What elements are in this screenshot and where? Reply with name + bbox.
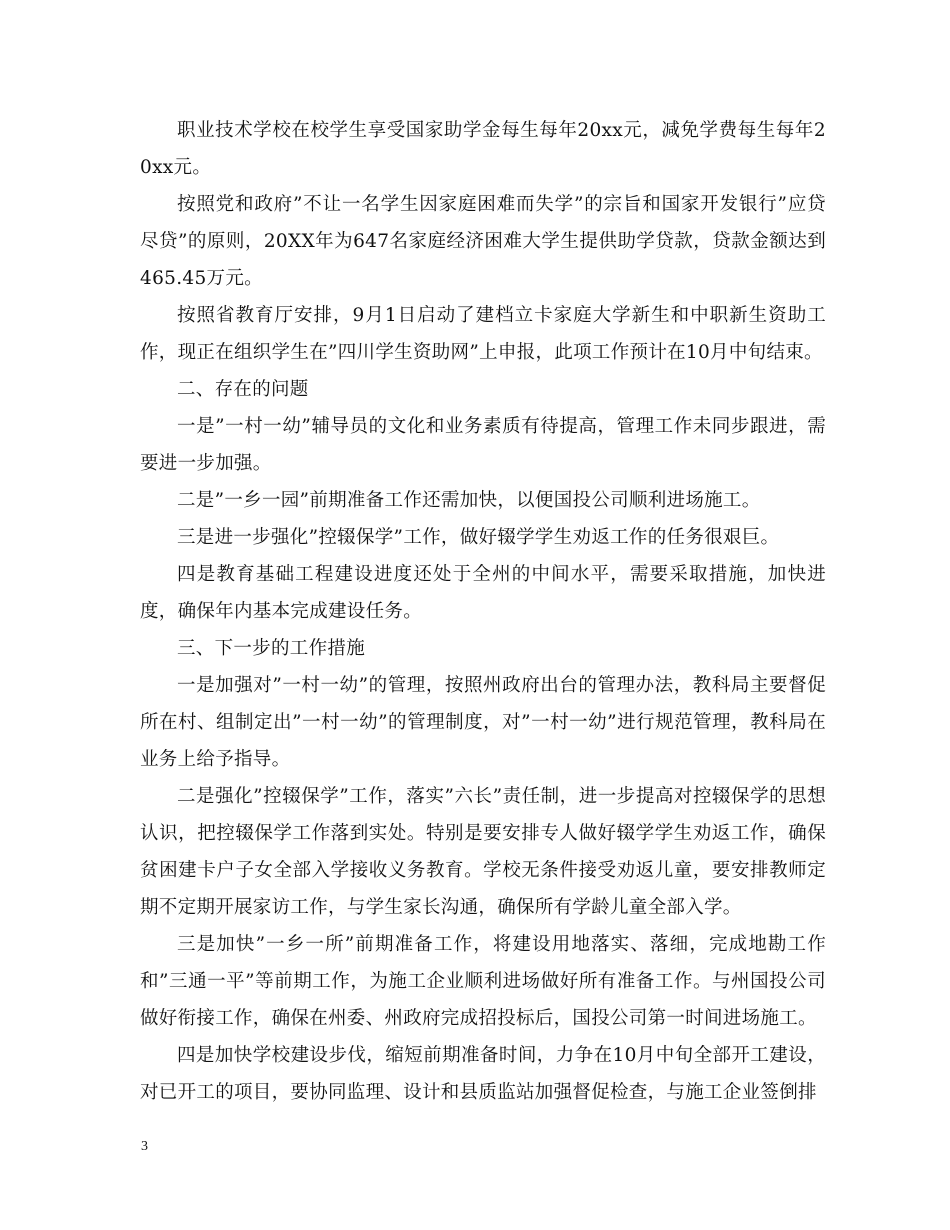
paragraph-problem-1: 一是”一村一幼”辅导员的文化和业务素质有待提高，管理工作未同步跟进，需要进一步加强。 xyxy=(140,416,826,474)
paragraph-student-aid: 职业技术学校在校学生享受国家助学金每生每年20xx元，减免学费每生每年20xx元。 xyxy=(140,120,826,178)
paragraph-measure-2: 二是强化”控辍保学”工作，落实”六长”责任制，进一步提高对控辍保学的思想认识，把控辍保学工作落到实处。特别是要安排专人做好辍学学生劝返工作，确保贫困建卡户子女全部入学接收义务教育。学校无条件接受劝返儿童，要安排教师定期不定期开展家访工作，与学生家长沟通，确保所有学龄儿童全部入学。 xyxy=(140,786,826,918)
paragraph-problem-4: 四是教育基础工程建设进度还处于全州的中间水平，需要采取措施，加快进度，确保年内基本完成建设任务。 xyxy=(140,564,826,622)
paragraph-measure-3: 三是加快”一乡一所”前期准备工作，将建设用地落实、落细，完成地勘工作和”三通一平”等前期工作，为施工企业顺利进场做好所有准备工作。与州国投公司做好衔接工作，确保在州委、州政府完成招投标后，国投公司第一时间进场施工。 xyxy=(140,934,826,1029)
section-heading-next-steps: 三、下一步的工作措施 xyxy=(177,638,366,659)
document-body xyxy=(140,112,826,1111)
paragraph-problem-2: 二是”一乡一园”前期准备工作还需加快，以便国投公司顺利进场施工。 xyxy=(177,490,761,511)
paragraph-measure-4: 四是加快学校建设步伐，缩短前期准备时间，力争在10月中旬全部开工建设，对已开工的项目，要协同监理、设计和县质监站加强督促检查，与施工企业签倒排 xyxy=(140,1045,826,1103)
section-heading-problems: 二、存在的问题 xyxy=(177,379,309,400)
page-number: 3 xyxy=(141,1139,148,1154)
paragraph-loan: 按照党和政府”不让一名学生因家庭困难而失学”的宗旨和国家开发银行”应贷尽贷”的原则，20XX年为647名家庭经济困难大学生提供助学贷款，贷款金额达到465.45万元。 xyxy=(140,194,826,289)
paragraph-problem-3: 三是进一步强化”控辍保学”工作，做好辍学学生劝返工作的任务很艰巨。 xyxy=(177,527,780,548)
paragraph-new-student-aid: 按照省教育厅安排，9月1日启动了建档立卡家庭大学新生和中职新生资助工作，现正在组织学生在”四川学生资助网”上申报，此项工作预计在10月中旬结束。 xyxy=(140,305,826,363)
paragraph-measure-1: 一是加强对”一村一幼”的管理，按照州政府出台的管理办法，教科局主要督促所在村、组制定出”一村一幼”的管理制度，对”一村一幼”进行规范管理，教科局在业务上给予指导。 xyxy=(140,675,826,770)
